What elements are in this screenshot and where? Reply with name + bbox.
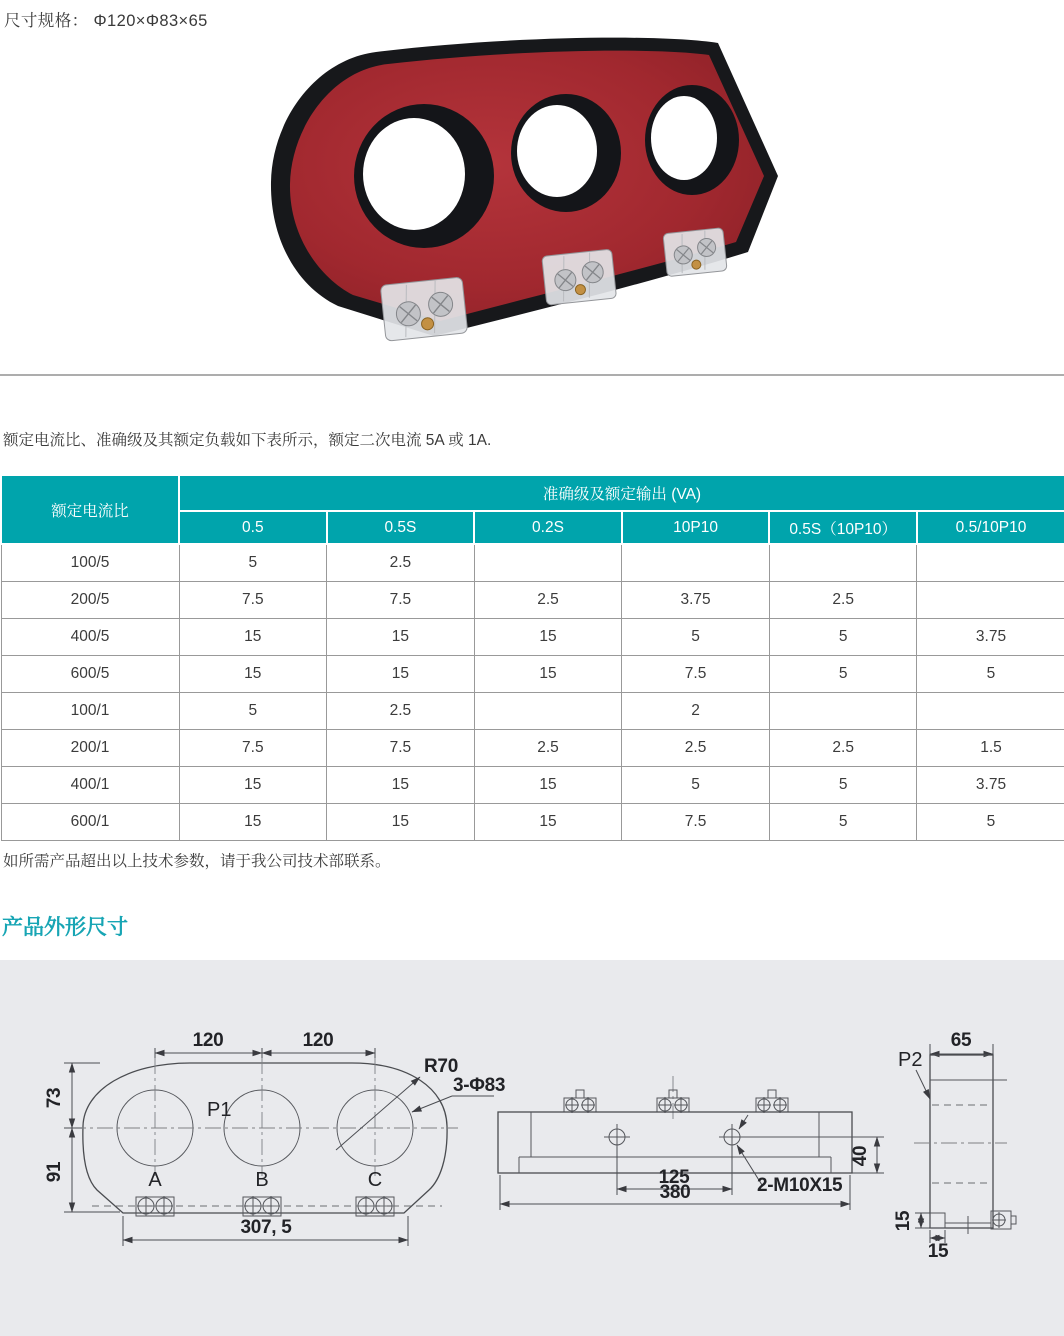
value-cell: 7.5	[327, 582, 475, 619]
dimension-drawings-panel	[0, 960, 1064, 1336]
terminal-block-left	[380, 277, 467, 341]
value-cell: 5	[179, 544, 327, 582]
product-photo	[268, 34, 808, 360]
value-cell: 3.75	[622, 582, 770, 619]
top-dim-height: 40	[850, 1145, 871, 1167]
value-cell: 1.5	[917, 730, 1064, 767]
dimension-drawings-svg	[0, 960, 1064, 1336]
value-cell: 15	[327, 656, 475, 693]
note-text: 如所需产品超出以上技术参数，请于我公司技术部联系。	[3, 853, 391, 870]
ratio-cell: 400/5	[1, 619, 179, 656]
value-cell	[769, 544, 917, 582]
value-cell: 2	[622, 693, 770, 730]
product-photo-svg	[268, 34, 808, 360]
table-row	[1, 656, 1064, 693]
value-cell	[622, 544, 770, 582]
value-cell: 15	[474, 656, 622, 693]
front-dim-overall: 307, 5	[240, 1217, 292, 1238]
side-terminal	[991, 1211, 1016, 1229]
value-cell	[917, 544, 1064, 582]
value-cell: 7.5	[622, 656, 770, 693]
value-cell: 7.5	[179, 582, 327, 619]
terminal-block-right	[663, 228, 727, 277]
section-title: 产品外形尺寸	[2, 916, 128, 939]
ratio-cell: 600/1	[1, 804, 179, 841]
value-cell: 15	[474, 767, 622, 804]
table-row	[1, 767, 1064, 804]
col-header-0-5s: 0.5S	[327, 511, 475, 544]
front-dim-radius: R70	[424, 1056, 458, 1077]
col-header-0-5: 0.5	[179, 511, 327, 544]
value-cell: 7.5	[179, 730, 327, 767]
front-label-b: B	[255, 1169, 269, 1191]
front-label-a: A	[148, 1169, 162, 1191]
value-cell: 2.5	[769, 730, 917, 767]
front-dim-top: 73	[44, 1087, 65, 1109]
value-cell: 5	[917, 804, 1064, 841]
group-header-output: 准确级及额定输出 (VA)	[179, 475, 1064, 511]
value-cell: 5	[769, 619, 917, 656]
value-cell	[769, 693, 917, 730]
value-cell	[474, 544, 622, 582]
size-spec-text: 尺寸规格： Φ120×Φ83×65	[4, 12, 208, 30]
ratio-cell: 100/5	[1, 544, 179, 582]
top-view	[498, 1076, 884, 1210]
table-row	[1, 693, 1064, 730]
side-label-p2: P2	[898, 1049, 923, 1071]
col-header-0-5s-10p10: 0.5S（10P10）	[769, 511, 917, 544]
value-cell: 2.5	[327, 693, 475, 730]
front-dim-pitch-right: 120	[302, 1030, 334, 1051]
table-row	[1, 619, 1064, 656]
front-dim-pitch-left: 120	[192, 1030, 224, 1051]
side-dim-foot-height: 15	[893, 1210, 914, 1232]
value-cell: 15	[474, 619, 622, 656]
value-cell: 15	[327, 619, 475, 656]
section-divider	[0, 374, 1064, 376]
value-cell: 2.5	[327, 544, 475, 582]
table-row	[1, 544, 1064, 582]
value-cell: 2.5	[474, 582, 622, 619]
value-cell: 7.5	[327, 730, 475, 767]
table-row	[1, 582, 1064, 619]
side-dim-depth: 65	[950, 1030, 972, 1051]
value-cell: 5	[622, 619, 770, 656]
product-hole-a	[354, 104, 494, 248]
top-dim-hole-pitch: 125	[658, 1167, 690, 1188]
product-hole-c	[645, 85, 739, 195]
ratio-cell: 100/1	[1, 693, 179, 730]
front-label-p1: P1	[207, 1099, 232, 1121]
table-intro-text: 额定电流比、准确级及其额定负载如下表所示，额定二次电流 5A 或 1A.	[3, 432, 492, 449]
side-view	[893, 1030, 1016, 1262]
value-cell: 3.75	[917, 619, 1064, 656]
ratings-table	[0, 474, 1064, 841]
product-hole-b	[511, 94, 621, 212]
col-header-0-2s: 0.2S	[474, 511, 622, 544]
col-header-ratio: 额定电流比	[1, 475, 179, 544]
front-dim-holes: 3-Φ83	[453, 1075, 506, 1096]
value-cell: 2.5	[474, 730, 622, 767]
table-row	[1, 804, 1064, 841]
value-cell	[917, 582, 1064, 619]
value-cell: 15	[179, 804, 327, 841]
value-cell: 2.5	[622, 730, 770, 767]
front-dim-side: 91	[44, 1161, 65, 1183]
value-cell: 15	[179, 656, 327, 693]
table-row	[1, 730, 1064, 767]
value-cell: 5	[769, 804, 917, 841]
ratio-cell: 600/5	[1, 656, 179, 693]
value-cell: 5	[769, 767, 917, 804]
front-label-c: C	[367, 1169, 383, 1191]
value-cell: 5	[179, 693, 327, 730]
value-cell: 15	[474, 804, 622, 841]
value-cell	[474, 693, 622, 730]
value-cell: 7.5	[622, 804, 770, 841]
top-terminals	[564, 1090, 788, 1113]
terminal-block-middle	[542, 249, 617, 305]
value-cell: 5	[622, 767, 770, 804]
ratio-cell: 400/1	[1, 767, 179, 804]
value-cell: 5	[917, 656, 1064, 693]
value-cell: 15	[179, 619, 327, 656]
value-cell: 15	[327, 804, 475, 841]
value-cell: 15	[179, 767, 327, 804]
value-cell	[917, 693, 1064, 730]
top-dim-overall: 380	[659, 1182, 691, 1203]
front-view	[44, 1030, 505, 1246]
col-header-10p10: 10P10	[622, 511, 770, 544]
top-thread-label: 2-M10X15	[757, 1175, 843, 1196]
ratio-cell: 200/5	[1, 582, 179, 619]
ratio-cell: 200/1	[1, 730, 179, 767]
side-dim-foot-width: 15	[927, 1241, 949, 1262]
value-cell: 5	[769, 656, 917, 693]
value-cell: 3.75	[917, 767, 1064, 804]
value-cell: 15	[327, 767, 475, 804]
col-header-0-5-10p10: 0.5/10P10	[917, 511, 1064, 544]
value-cell: 2.5	[769, 582, 917, 619]
